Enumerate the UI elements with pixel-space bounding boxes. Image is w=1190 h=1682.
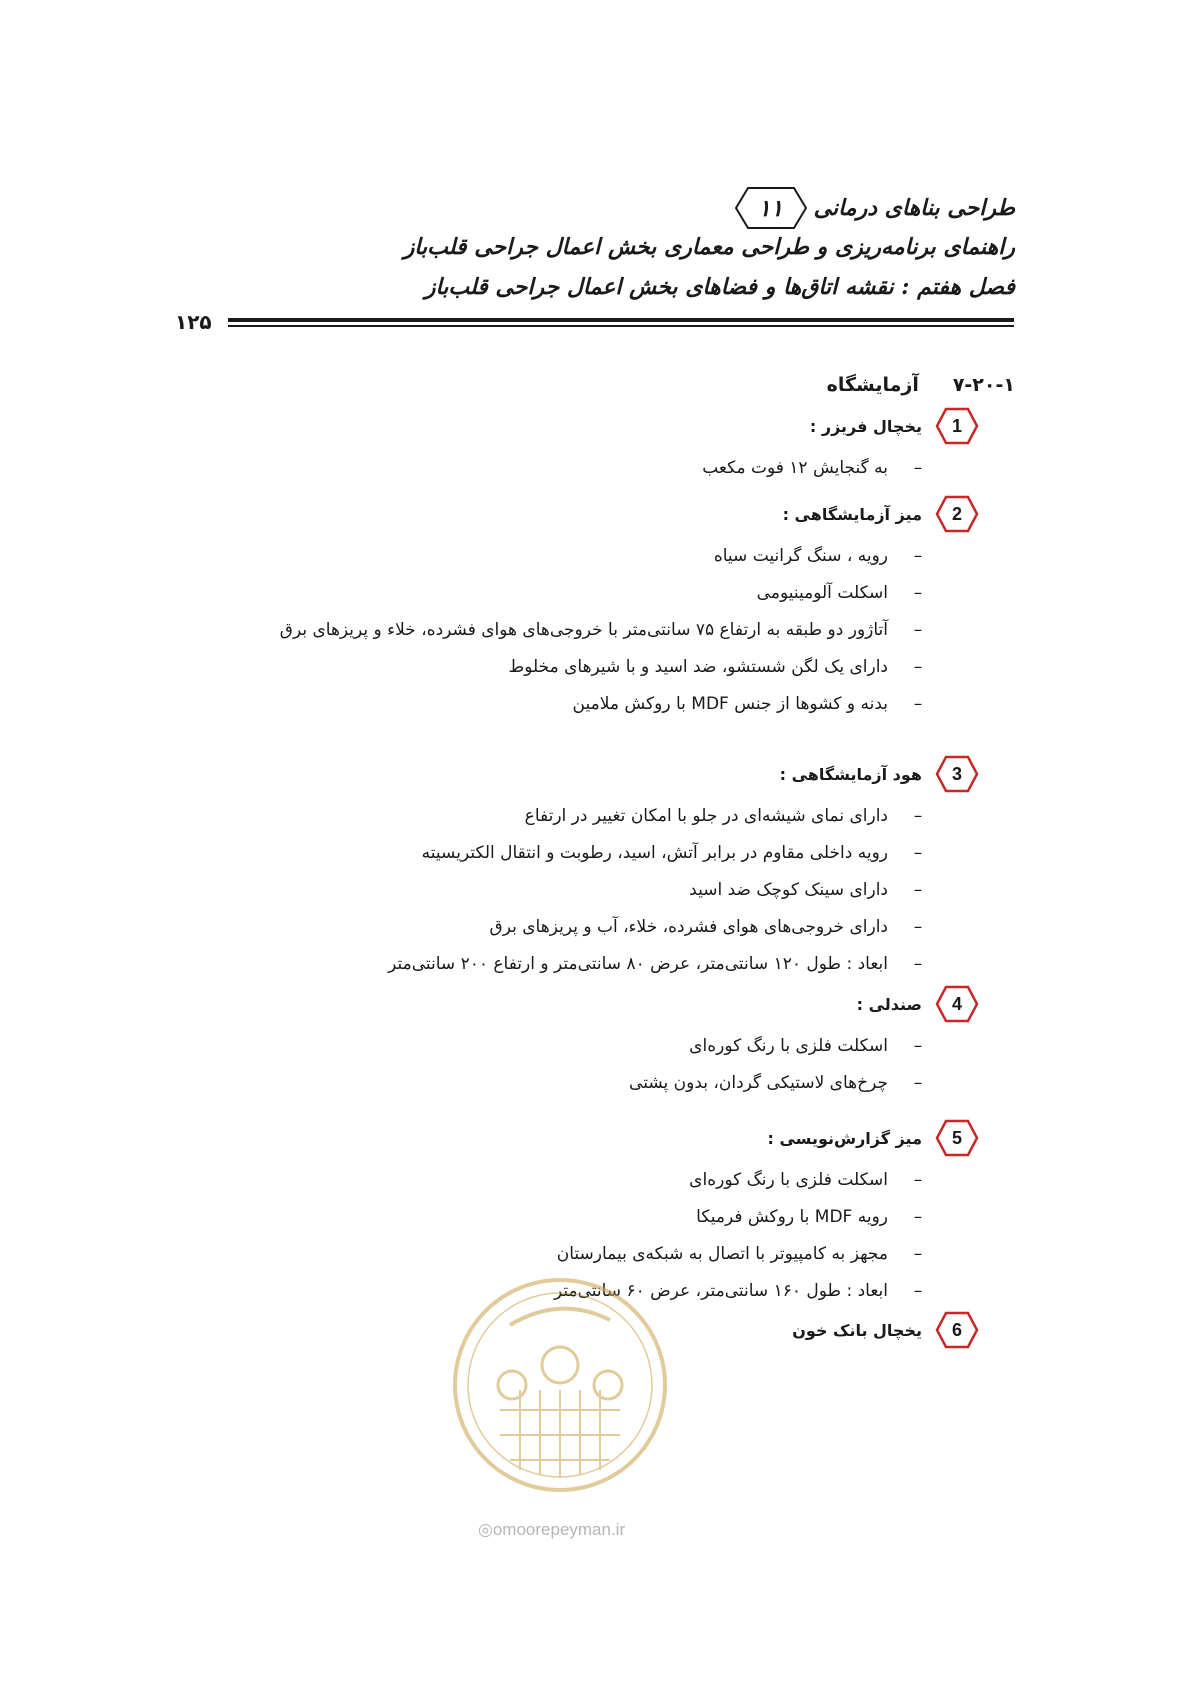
list-item: – مجهز به کامپیوتر با اتصال به شبکه‌ی بیمارستان (556, 1244, 923, 1264)
item-number-badge: 6 (934, 1310, 980, 1350)
item-chair (170, 984, 980, 1102)
list-item: – رویه ، سنگ گرانیت سیاه (713, 546, 923, 566)
item-number-badge: 5 (934, 1118, 980, 1158)
series-title: طراحی بناهای درمانی (813, 195, 1015, 221)
item-title: صندلی : (856, 994, 922, 1014)
list-item: – اسکلت فلزی با رنگ کوره‌ای (689, 1036, 923, 1056)
header-rule (228, 318, 1014, 332)
item-number-badge: 3 (934, 754, 980, 794)
volume-number: ۱۱ (758, 194, 783, 222)
item-refrigerator-freezer (170, 406, 980, 487)
item-lab-hood (170, 754, 980, 983)
watermark-url: ◎omoorepeyman.ir (478, 1520, 626, 1539)
list-item: – رویه MDF با روکش فرمیکا (696, 1207, 923, 1227)
list-item: – آتاژور دو طبقه به ارتفاع ۷۵ سانتی‌متر با خروجی‌های هوای فشرده، خلاء و پریزهای برق (279, 620, 923, 640)
list-item: – ابعاد : طول ۱۲۰ سانتی‌متر، عرض ۸۰ سانتی‌متر و ارتفاع ۲۰۰ سانتی‌متر (388, 954, 923, 974)
list-item: – به گنجایش ۱۲ فوت مکعب (702, 458, 923, 478)
page-number: ۱۲۵ (175, 310, 212, 334)
item-title: میز آزمایشگاهی : (782, 504, 922, 524)
list-item: – دارای نمای شیشه‌ای در جلو با امکان تغییر در ارتفاع (524, 806, 923, 826)
item-title: یخچال بانک خون (792, 1320, 922, 1340)
item-number-badge: 1 (934, 406, 980, 446)
list-item: – ابعاد : طول ۱۶۰ سانتی‌متر، عرض ۶۰ سانتی‌متر (553, 1281, 923, 1301)
section-heading (827, 374, 1015, 396)
list-item: – بدنه و کشوها از جنس MDF با روکش ملامین (572, 694, 923, 714)
list-item: – دارای یک لگن شستشو، ضد اسید و با شیرهای مخلوط (508, 657, 923, 677)
list-item: – اسکلت فلزی با رنگ کوره‌ای (689, 1170, 923, 1190)
item-title: میز گزارش‌نویسی : (767, 1128, 922, 1148)
list-item: – چرخ‌های لاستیکی گردان، بدون پشتی (629, 1073, 923, 1093)
volume-badge (734, 186, 808, 230)
item-title: هود آزمایشگاهی : (779, 764, 922, 784)
item-number-badge: 2 (934, 494, 980, 534)
chapter-title: فصل هفتم : نقشه اتاق‌ها و فضاهای بخش اعمال جراحی قلب‌باز (424, 274, 1015, 300)
list-item: – دارای سینک کوچک ضد اسید (689, 880, 923, 900)
section-title: آزمایشگاه (826, 374, 919, 396)
watermark-logo (440, 1270, 680, 1500)
series-line (734, 186, 1015, 230)
list-item: – رویه داخلی مقاوم در برابر آتش، اسید، رطوبت و انتقال الکتریسیته (421, 843, 923, 863)
item-title: یخچال فریزر : (809, 416, 922, 436)
list-item: – اسکلت آلومینیومی (756, 583, 923, 603)
item-number-badge: 4 (934, 984, 980, 1024)
list-item: – دارای خروجی‌های هوای فشرده، خلاء، آب و پریزهای برق (489, 917, 923, 937)
item-lab-table (170, 494, 980, 723)
book-title: راهنمای برنامه‌ریزی و طراحی معماری بخش اعمال جراحی قلب‌باز (403, 234, 1015, 260)
section-number: ۷-۲۰-۱ (952, 374, 1015, 396)
